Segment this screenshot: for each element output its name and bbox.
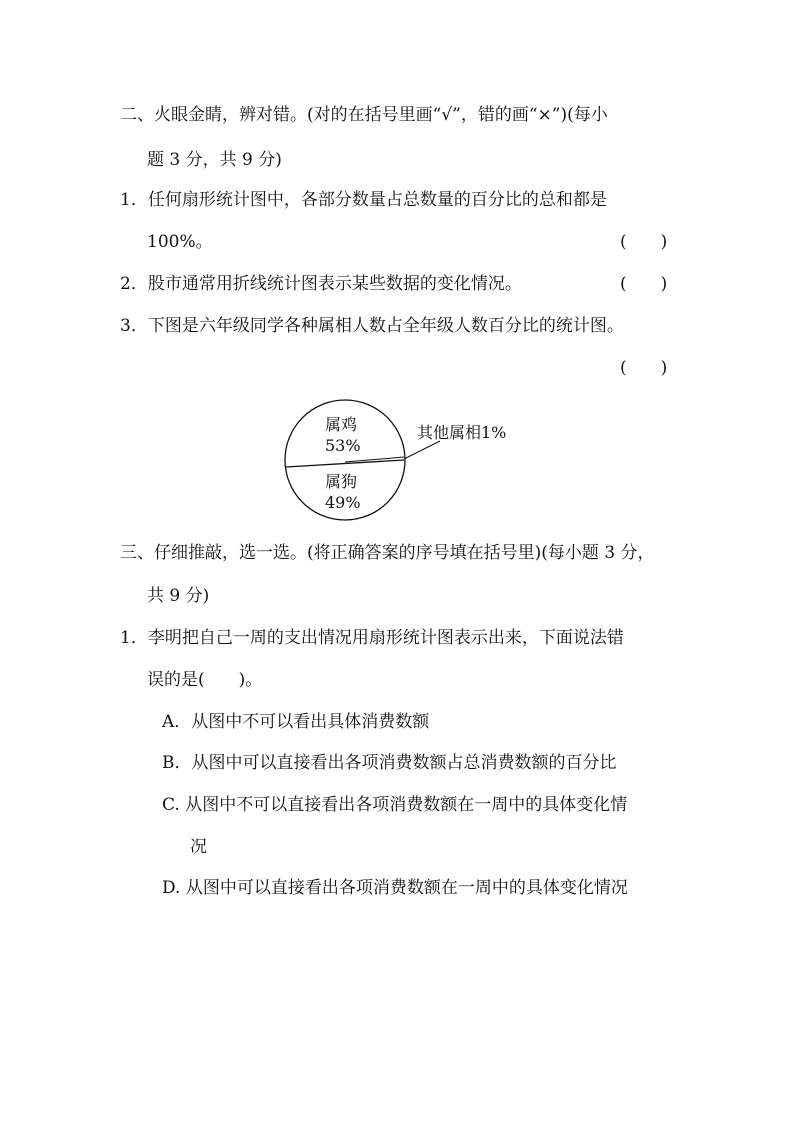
pie-chart: [270, 395, 540, 530]
answer-blank-2[interactable]: ( ): [620, 274, 668, 294]
question-2-3: 3．下图是六年级同学各种属相人数占全年级人数百分比的统计图。: [120, 316, 624, 336]
slice-value-dog: 49%: [325, 493, 361, 512]
slice-label-other: 其他属相1%: [417, 423, 507, 442]
section3-heading-cont: 共 9 分): [147, 586, 210, 606]
question-3-1: 1．李明把自己一周的支出情况用扇形统计图表示出来，下面说法错: [120, 628, 624, 648]
slice-label-dog: 属狗: [325, 472, 358, 491]
question-2-1: 1．任何扇形统计图中，各部分数量占总数量的百分比的总和都是: [120, 190, 607, 210]
answer-blank-3[interactable]: ( ): [620, 358, 668, 378]
option-c[interactable]: C. 从图中不可以直接看出各项消费数额在一周中的具体变化情: [162, 795, 628, 815]
option-c-cont: 况: [190, 837, 207, 857]
slice-value-rooster: 53%: [325, 436, 361, 455]
leader-line: [404, 441, 440, 459]
option-a[interactable]: A．从图中不可以看出具体消费数额: [162, 712, 430, 732]
option-d[interactable]: D. 从图中可以直接看出各项消费数额在一周中的具体变化情况: [162, 878, 628, 898]
answer-blank-1[interactable]: ( ): [620, 232, 668, 252]
slice-label-rooster: 属鸡: [325, 415, 358, 434]
section2-heading-cont: 题 3 分，共 9 分): [147, 150, 282, 170]
pie-divider-dog: [286, 460, 404, 467]
question-2-2: 2．股市通常用折线统计图表示某些数据的变化情况。: [120, 274, 522, 294]
section2-heading: 二、火眼金睛，辨对错。(对的在括号里画“√”，错的画“×”)(每小: [120, 105, 608, 125]
option-b[interactable]: B．从图中可以直接看出各项消费数额占总消费数额的百分比: [162, 753, 617, 773]
question-2-1-cont: 100%。: [147, 232, 213, 252]
section3-heading: 三、仔细推敲，选一选。(将正确答案的序号填在括号里)(每小题 3 分，: [120, 543, 655, 563]
question-3-1-cont: 误的是( )。: [147, 670, 263, 690]
